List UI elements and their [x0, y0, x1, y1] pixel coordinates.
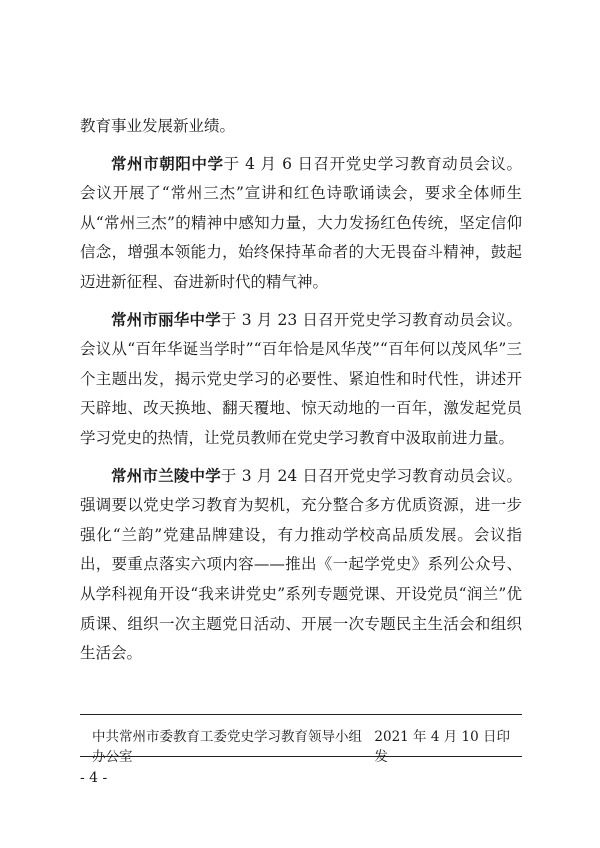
paragraph-text: 教育事业发展新业绩。	[80, 117, 236, 135]
paragraph-text: 于 4 月 6 日召开党史学习教育动员会议。会议开展了“常州三杰”宣讲和红色诗歌诵读会，要求全体师生从“常州三杰”的精神中感知力量，大力发扬红色传统，坚定信仰信念，增强本领能力，始终保持革命者的大无畏奋斗精神，鼓起迈进新征程、奋进新时代的精气神。	[80, 154, 522, 291]
page-number: - 4 -	[80, 770, 108, 786]
footer-top-rule	[80, 714, 522, 715]
school-name: 常州市兰陵中学	[111, 466, 221, 485]
paragraph-text: 于 3 月 23 日召开党史学习教育动员会议。会议从“百年华诞当学时”“百年恰是风华茂”“百年何以茂风华”三个主题出发，揭示党史学习的必要性、紧迫性和时代性，讲述开天辟地、改天换地、翻天覆地、惊天动地的一百年，激发起党员学习党史的热情，让党员教师在党史学习教育中汲取前进力量。	[80, 310, 522, 447]
school-name: 常州市丽华中学	[111, 310, 221, 329]
paragraph-chaoyang	[80, 150, 522, 298]
paragraph-continuation	[80, 112, 522, 142]
document-body	[80, 112, 522, 677]
paragraph-lanling	[80, 462, 522, 669]
paragraph-text: 于 3 月 24 日召开党史学习教育动员会议。强调要以党史学习教育为契机，充分整合多方优质资源，进一步强化“兰韵”党建品牌建设，有力推动学校高品质发展。会议指出，要重点落实六项内容——推出《一起学党史》系列公众号、从学科视角开设“我来讲党史”系列专题党课、开设党员“润兰”优质课、组织一次主题党日活动、开展一次专题民主生活会和组织生活会。	[80, 466, 522, 663]
footer-issuer: 中共常州市委教育工委党史学习教育领导小组办公室	[92, 729, 362, 765]
footer-bottom-rule	[80, 756, 522, 757]
paragraph-lihua	[80, 306, 522, 454]
document-footer	[80, 725, 522, 765]
footer-date: 2021 年 4 月 10 日印发	[374, 729, 510, 765]
school-name: 常州市朝阳中学	[111, 154, 224, 173]
